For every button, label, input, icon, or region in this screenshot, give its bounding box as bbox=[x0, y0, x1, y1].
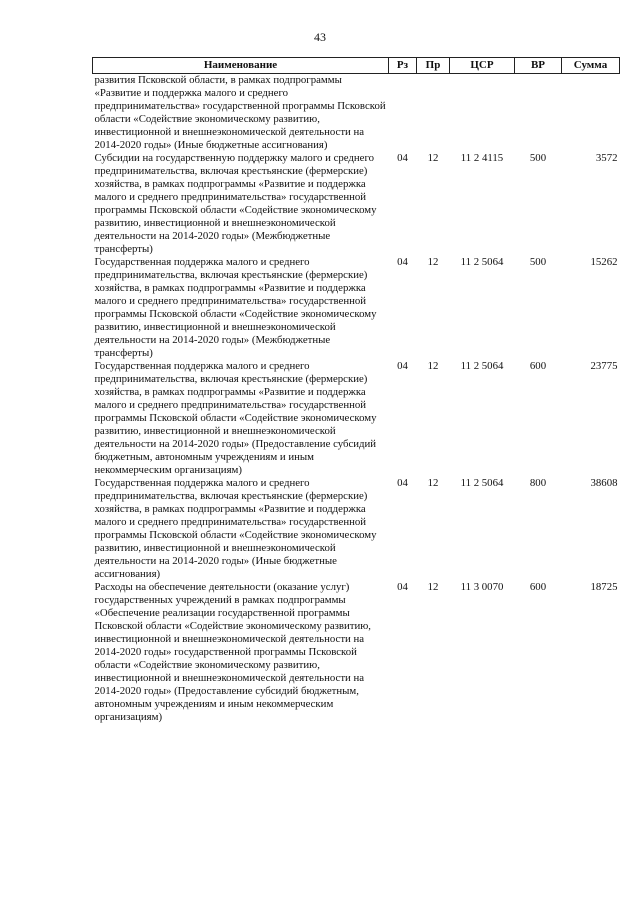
row-vr: 500 bbox=[529, 256, 547, 268]
row-vr: 600 bbox=[529, 360, 547, 372]
row-name: Расходы на обеспечение деятельности (оказание услуг) государственных учреждений в рамках подпрограммы «Обеспечение реализации государственной программы Псковской области «Содействие экономическому развитию, инвестиционной и внешнеэкономической деятельности на 2014-2020 годы» государственной программы Псковской области «Содействие экономическому развитию, инвестиционной и внешнеэкономической деятельности на 2014-2020 годы» (Предоставление субсидий бюджетным, автономным учреждениям и иным некоммерческим организациям) bbox=[94, 581, 372, 723]
row-name: развития Псковской области, в рамках подпрограммы «Развитие и поддержка малого и среднего предпринимательства» государственной программы Псковской области «Содействие экономическому развитию, инвестиционной и внешнеэкономической деятельности на 2014-2020 годы» (Иные бюджетные ассигнования) bbox=[94, 74, 386, 151]
row-vr bbox=[515, 74, 562, 153]
row-name: Государственная поддержка малого и среднего предпринимательства, включая крестьянские (фермерские) хозяйства, в рамках подпрограммы «Развитие и поддержка малого и среднего предпринимательства» государственной программы Псковской области «Содействие экономическому развитию, инвестиционной и внешнеэкономической деятельности на 2014-2020 годы» (Межбюджетные трансферты) bbox=[94, 256, 377, 359]
row-sum: 18725 bbox=[590, 581, 618, 593]
row-pr: 12 bbox=[427, 256, 439, 268]
row-csr: 11 3 0070 bbox=[460, 581, 504, 593]
row-pr: 12 bbox=[427, 360, 439, 372]
table-row bbox=[93, 152, 620, 256]
table-row bbox=[93, 581, 620, 724]
row-vr: 600 bbox=[529, 581, 547, 593]
header-csr: ЦСР bbox=[450, 58, 515, 74]
header-name: Наименование bbox=[93, 58, 389, 74]
row-name: Государственная поддержка малого и среднего предпринимательства, включая крестьянские (фермерские) хозяйства, в рамках подпрограммы «Развитие и поддержка малого и среднего предпринимательства» государственной программы Псковской области «Содействие экономическому развитию, инвестиционной и внешнеэкономической деятельности на 2014-2020 годы» (Предоставление субсидий бюджетным, автономным учреждениям и иным некоммерческим организациям) bbox=[94, 360, 377, 476]
row-csr bbox=[450, 74, 515, 153]
row-rz: 04 bbox=[397, 581, 408, 593]
row-rz: 04 bbox=[397, 152, 408, 164]
table-header-row bbox=[93, 58, 620, 74]
row-csr: 11 2 4115 bbox=[460, 152, 504, 164]
row-sum: 23775 bbox=[590, 360, 618, 372]
header-rz: Рз bbox=[389, 58, 417, 74]
row-vr: 500 bbox=[529, 152, 547, 164]
row-sum bbox=[562, 74, 620, 153]
row-pr bbox=[417, 74, 450, 153]
table-row bbox=[93, 256, 620, 360]
row-csr: 11 2 5064 bbox=[460, 256, 504, 268]
row-sum: 15262 bbox=[590, 256, 618, 268]
row-sum: 3572 bbox=[595, 152, 618, 164]
row-csr: 11 2 5064 bbox=[460, 477, 504, 489]
budget-table bbox=[92, 57, 620, 724]
header-vr: ВР bbox=[515, 58, 562, 74]
table-row bbox=[93, 74, 620, 153]
row-rz: 04 bbox=[397, 256, 408, 268]
page-number: 43 bbox=[314, 30, 326, 44]
row-name: Государственная поддержка малого и среднего предпринимательства, включая крестьянские (фермерские) хозяйства, в рамках подпрограммы «Развитие и поддержка малого и среднего предпринимательства» государственной программы Псковской области «Содействие экономическому развитию, инвестиционной и внешнеэкономической деятельности на 2014-2020 годы» (Иные бюджетные ассигнования) bbox=[94, 477, 377, 580]
row-rz bbox=[389, 74, 417, 153]
table-row bbox=[93, 360, 620, 477]
row-pr: 12 bbox=[427, 477, 439, 489]
row-pr: 12 bbox=[427, 581, 439, 593]
row-vr: 800 bbox=[529, 477, 547, 489]
header-pr: Пр bbox=[417, 58, 450, 74]
row-rz: 04 bbox=[397, 477, 408, 489]
table-row bbox=[93, 477, 620, 581]
row-sum: 38608 bbox=[590, 477, 618, 489]
row-rz: 04 bbox=[397, 360, 408, 372]
header-sum: Сумма bbox=[562, 58, 620, 74]
row-pr: 12 bbox=[427, 152, 439, 164]
row-name: Субсидии на государственную поддержку малого и среднего предпринимательства, включая крестьянские (фермерские) хозяйства, в рамках подпрограммы «Развитие и поддержка малого и среднего предпринимательства» государственной программы Псковской области «Содействие экономическому развитию, инвестиционной и внешнеэкономической деятельности на 2014-2020 годы» (Межбюджетные трансферты) bbox=[94, 152, 377, 255]
row-csr: 11 2 5064 bbox=[460, 360, 504, 372]
